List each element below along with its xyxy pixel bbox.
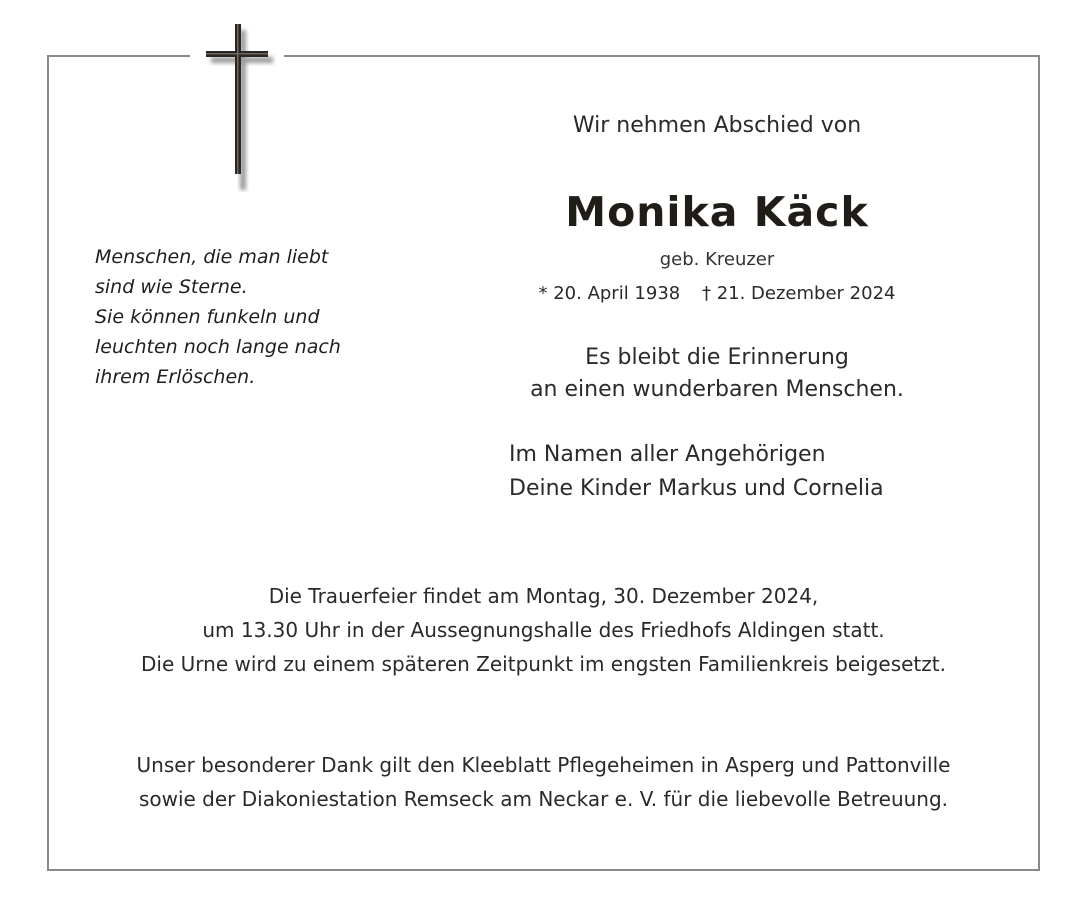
service-line: Die Urne wird zu einem späteren Zeitpunkt im engsten Familienkreis beigesetzt. bbox=[141, 652, 946, 676]
memory-text bbox=[500, 342, 934, 406]
quote-line: leuchten noch lange nach bbox=[95, 336, 341, 358]
family-signature bbox=[509, 438, 884, 506]
birth-date: * 20. April 1938 bbox=[538, 283, 681, 304]
death-date: † 21. Dezember 2024 bbox=[701, 283, 896, 304]
life-dates bbox=[500, 283, 934, 304]
cross-icon bbox=[200, 20, 280, 192]
thanks-line: Unser besonderer Dank gilt den Kleeblatt Pflegeheimen in Asperg und Pattonville bbox=[136, 753, 951, 777]
funeral-service-info bbox=[47, 579, 1040, 681]
family-line: Im Namen aller Angehörigen bbox=[509, 442, 826, 467]
quote-line: sind wie Sterne. bbox=[95, 276, 248, 298]
quote-line: ihrem Erlöschen. bbox=[95, 366, 256, 388]
memorial-quote bbox=[95, 242, 395, 392]
farewell-intro: Wir nehmen Abschied von bbox=[572, 113, 862, 138]
memory-line: Es bleibt die Erinnerung bbox=[585, 345, 849, 370]
memory-line: an einen wunderbaren Menschen. bbox=[530, 377, 904, 402]
service-line: um 13.30 Uhr in der Aussegnungshalle des Friedhofs Aldingen statt. bbox=[202, 618, 885, 642]
quote-line: Sie können funkeln und bbox=[95, 306, 320, 328]
family-line: Deine Kinder Markus und Cornelia bbox=[509, 476, 884, 501]
quote-line: Menschen, die man liebt bbox=[95, 246, 329, 268]
service-line: Die Trauerfeier findet am Montag, 30. Dezember 2024, bbox=[268, 584, 819, 608]
maiden-name: geb. Kreuzer bbox=[659, 249, 775, 270]
thanks-text bbox=[47, 748, 1040, 816]
thanks-line: sowie der Diakoniestation Remseck am Neckar e. V. für die liebevolle Betreuung. bbox=[138, 787, 949, 811]
deceased-name: Monika Käck bbox=[565, 188, 869, 236]
